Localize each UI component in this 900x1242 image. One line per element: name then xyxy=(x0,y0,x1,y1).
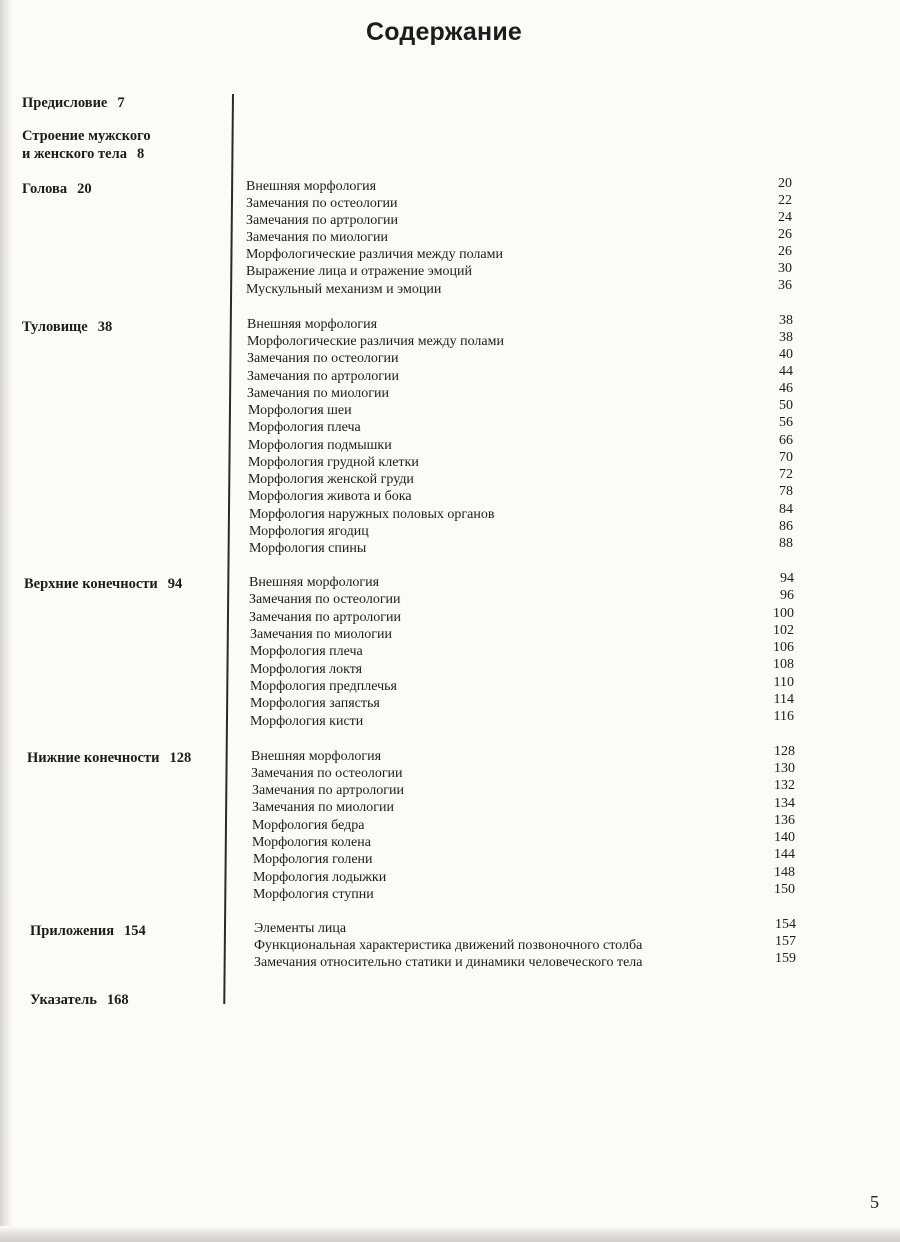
toc-entry[interactable]: Выражение лица и отражение эмоций xyxy=(246,264,472,279)
toc-entry-page: 157 xyxy=(775,934,796,949)
toc-entry-page: 26 xyxy=(778,227,792,242)
toc-entry-page: 159 xyxy=(775,951,796,966)
toc-entry[interactable]: Замечания по остеологии xyxy=(251,766,403,781)
page-number: 5 xyxy=(870,1192,879,1212)
toc-entry[interactable]: Мускульный механизм и эмоции xyxy=(246,282,442,297)
toc-entry-page: 136 xyxy=(774,813,795,828)
toc-entry[interactable]: Замечания по артрологии xyxy=(247,369,399,384)
section-title-line2: и женского тела xyxy=(22,146,127,162)
section-page: 154 xyxy=(124,923,146,939)
toc-entry[interactable]: Замечания по артрологии xyxy=(252,783,404,798)
toc-entry[interactable]: Замечания по миологии xyxy=(247,386,390,401)
toc-entry-page: 20 xyxy=(778,176,792,191)
toc-entry-page: 78 xyxy=(779,484,793,499)
toc-entry-page: 150 xyxy=(774,882,795,897)
section-page: 128 xyxy=(169,750,192,766)
toc-entry[interactable]: Морфология предплечья xyxy=(250,679,397,694)
toc-entry-page: 46 xyxy=(779,381,793,396)
toc-entry[interactable]: Морфология ступни xyxy=(253,887,374,902)
section-page: 168 xyxy=(106,992,129,1008)
toc-entry[interactable]: Морфологические различия между полами xyxy=(247,334,504,349)
toc-entry-page: 24 xyxy=(778,210,792,225)
toc-entry-page: 148 xyxy=(774,865,795,880)
toc-entry-page: 108 xyxy=(773,657,794,672)
toc-entry[interactable]: Замечания по остеологии xyxy=(249,592,401,607)
section-title: Нижние конечности xyxy=(27,750,160,766)
toc-entry-page: 94 xyxy=(780,571,794,586)
toc-entry[interactable]: Морфология плеча xyxy=(248,420,361,435)
toc-entry[interactable]: Морфология запястья xyxy=(250,696,380,711)
page-title: Содержание xyxy=(365,18,523,46)
toc-entry-page: 86 xyxy=(779,519,793,534)
section-body-structure[interactable] xyxy=(22,127,151,163)
toc-entry[interactable]: Морфология локтя xyxy=(250,662,363,677)
toc-entry-page: 114 xyxy=(773,692,794,707)
toc-entry[interactable]: Замечания по артрологии xyxy=(249,610,401,625)
toc-entry[interactable]: Функциональная характеристика движений позвоночного столба xyxy=(254,938,643,953)
section-index[interactable] xyxy=(30,991,129,1009)
section-page: 8 xyxy=(136,146,145,162)
section-title: Верхние конечности xyxy=(24,576,158,592)
section-title-line1: Строение мужского xyxy=(22,128,151,144)
toc-entry-page: 96 xyxy=(780,588,794,603)
toc-entry[interactable]: Замечания по миологии xyxy=(246,230,389,245)
section-title: Указатель xyxy=(30,992,97,1008)
toc-entry[interactable]: Внешняя морфология xyxy=(249,575,380,590)
toc-entry[interactable]: Внешняя морфология xyxy=(247,317,378,332)
section-page: 20 xyxy=(77,181,92,197)
toc-entry[interactable]: Замечания по остеологии xyxy=(247,351,399,366)
toc-entry-page: 88 xyxy=(779,536,793,551)
toc-entry-page: 110 xyxy=(773,675,794,690)
section-title: Предисловие xyxy=(22,95,108,111)
section-lower-limbs[interactable] xyxy=(27,749,191,767)
toc-entry-page: 128 xyxy=(774,744,795,759)
toc-entry[interactable]: Замечания относительно статики и динамики человеческого тела xyxy=(254,955,643,970)
section-page: 38 xyxy=(97,319,113,335)
section-torso[interactable] xyxy=(22,318,112,336)
toc-entry-page: 40 xyxy=(779,347,793,362)
section-page: 94 xyxy=(167,576,183,592)
toc-entry[interactable]: Морфология колена xyxy=(252,835,371,850)
toc-entry[interactable]: Морфология голени xyxy=(253,852,373,867)
toc-entry[interactable]: Внешняя морфология xyxy=(251,749,382,764)
toc-entry-page: 144 xyxy=(774,847,795,862)
toc-entry[interactable]: Морфология ягодиц xyxy=(249,524,369,539)
toc-entry-page: 22 xyxy=(778,193,792,208)
toc-entry-page: 100 xyxy=(773,606,794,621)
toc-entry-page: 38 xyxy=(779,330,793,345)
toc-entry[interactable]: Морфология спины xyxy=(249,541,367,556)
column-divider xyxy=(223,94,234,1004)
section-head[interactable] xyxy=(22,180,92,198)
toc-entry-page: 154 xyxy=(775,917,796,932)
toc-entry[interactable]: Замечания по миологии xyxy=(250,627,393,642)
toc-entry[interactable]: Морфология лодыжки xyxy=(253,870,387,885)
section-upper-limbs[interactable] xyxy=(24,575,182,593)
toc-entry[interactable]: Морфология бедра xyxy=(252,818,365,833)
toc-entry[interactable]: Морфология грудной клетки xyxy=(248,455,419,470)
section-preface[interactable] xyxy=(22,94,125,112)
toc-entry-page: 66 xyxy=(779,433,793,448)
toc-entry[interactable]: Морфология кисти xyxy=(250,714,364,729)
toc-entry[interactable]: Замечания по артрологии xyxy=(246,213,398,228)
toc-entry-page: 102 xyxy=(773,623,794,638)
toc-entry-page: 56 xyxy=(779,415,793,430)
section-title: Туловище xyxy=(22,319,88,335)
toc-entry[interactable]: Морфологические различия между полами xyxy=(246,247,503,262)
toc-entry[interactable]: Морфология подмышки xyxy=(248,438,392,453)
toc-entry-page: 84 xyxy=(779,502,793,517)
toc-entry-page: 30 xyxy=(778,261,792,276)
section-appendix[interactable] xyxy=(30,922,146,940)
scan-shadow-left xyxy=(0,0,14,1242)
toc-entry[interactable]: Морфология плеча xyxy=(250,644,363,659)
section-title: Голова xyxy=(22,181,68,197)
toc-entry-page: 70 xyxy=(779,450,793,465)
toc-entry-page: 134 xyxy=(774,796,795,811)
toc-entry-page: 26 xyxy=(778,244,792,259)
toc-entry[interactable]: Замечания по остеологии xyxy=(246,196,398,211)
toc-entry-page: 140 xyxy=(774,830,795,845)
toc-entry[interactable]: Морфология женской груди xyxy=(248,472,414,487)
toc-entry-page: 72 xyxy=(779,467,793,482)
section-page: 7 xyxy=(117,95,125,111)
toc-entry-page: 132 xyxy=(774,778,795,793)
toc-entry-page: 44 xyxy=(779,364,793,379)
toc-entry-page: 36 xyxy=(778,278,792,293)
toc-entry[interactable]: Морфология шеи xyxy=(248,403,352,418)
toc-entry[interactable]: Замечания по миологии xyxy=(252,800,395,815)
toc-entry-page: 130 xyxy=(774,761,795,776)
toc-entry-page: 116 xyxy=(773,709,794,724)
toc-entry-page: 50 xyxy=(779,398,793,413)
toc-entry-page: 38 xyxy=(779,313,793,328)
scan-shadow-bottom xyxy=(0,1226,900,1242)
toc-entry[interactable]: Элементы лица xyxy=(254,921,347,936)
toc-entry[interactable]: Морфология живота и бока xyxy=(248,489,412,504)
toc-entry[interactable]: Внешняя морфология xyxy=(246,179,377,194)
toc-entry-page: 106 xyxy=(773,640,794,655)
toc-entry[interactable]: Морфология наружных половых органов xyxy=(249,507,495,522)
section-title: Приложения xyxy=(30,923,115,939)
